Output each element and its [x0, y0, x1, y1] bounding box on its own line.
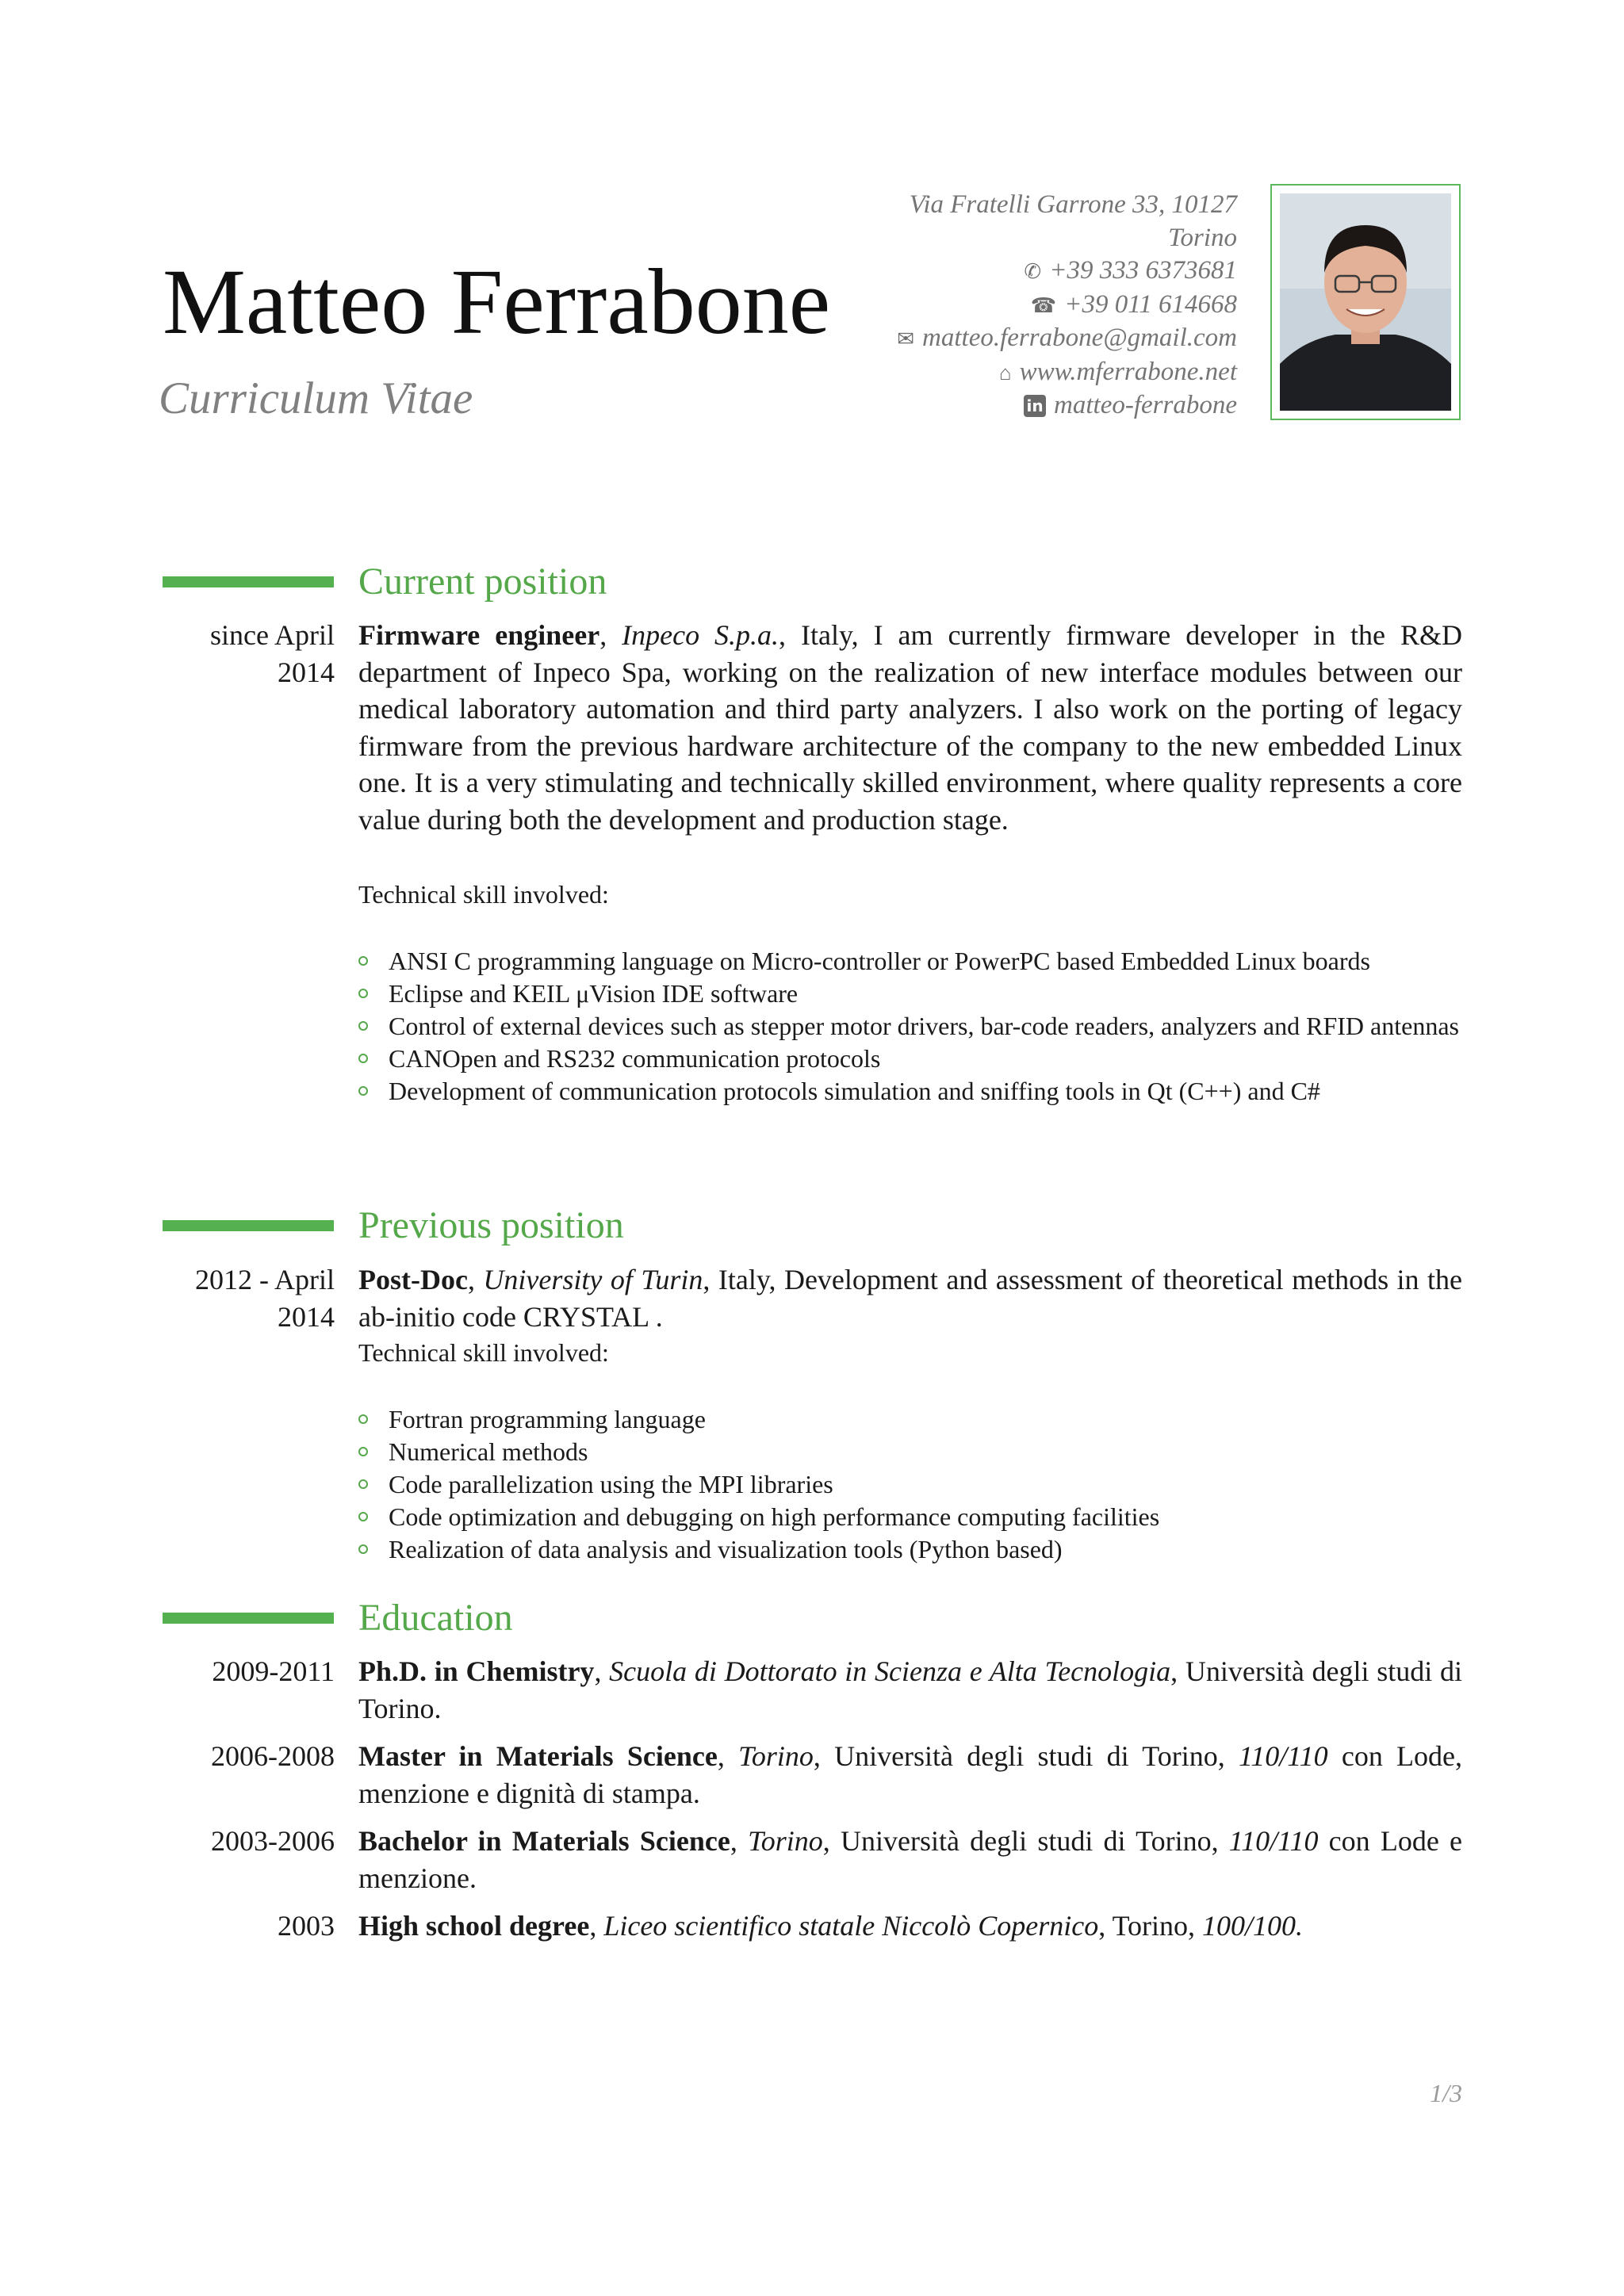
homepage-icon: ⌂: [999, 361, 1012, 385]
entry-date: 2003: [278, 1910, 335, 1942]
bullet-circle-icon: [358, 989, 368, 998]
entry-grade: 110/110: [1228, 1825, 1319, 1857]
list-item: [358, 1403, 1462, 1436]
list-item-text: Realization of data analysis and visualization tools (Python based): [389, 1535, 1063, 1563]
list-item: [358, 978, 1462, 1010]
entry-school: Liceo scientifico statale Niccolò Copernico: [603, 1910, 1099, 1942]
entry-description: Firmware engineer, Inpeco S.p.a., Italy, I am currently firmware developer in the R&D department of Inpeco Spa, working on the realization of new interface modules between our medical laboratory automation and third party analyzers. I also work on the porting of legacy firmware from the previous hardware architecture of the company to the new embedded Linux one. It is a very stimulating and technically skilled environment, where quality represents a core value during both the development and production stage.: [358, 619, 1462, 836]
linkedin-icon: in: [1024, 395, 1046, 417]
list-item-text: Code optimization and debugging on high performance computing facilities: [389, 1502, 1160, 1531]
entry-date-line-1: since April: [210, 619, 335, 651]
bullet-circle-icon: [358, 1544, 368, 1554]
bullet-circle-icon: [358, 1447, 368, 1456]
entry-school: Torino: [748, 1825, 823, 1857]
entry-date: [152, 1261, 335, 1335]
phone-number[interactable]: +39 011 614668: [1064, 289, 1237, 319]
entry-date: 2003-2006: [211, 1825, 335, 1857]
mobile-line: [897, 254, 1237, 289]
section-title: Current position: [358, 561, 607, 603]
list-item-text: Eclipse and KEIL μVision IDE software: [389, 979, 799, 1008]
list-item-text: CANOpen and RS232 communication protocols: [389, 1044, 881, 1073]
person-name: Matteo Ferrabone: [163, 250, 831, 354]
skills-label: Technical skill involved:: [358, 880, 609, 909]
entry-description: Post-Doc, University of Turin, Italy, Development and assessment of theoretical methods in the ab-initio code CRYSTAL .: [358, 1264, 1462, 1333]
entry-degree: Ph.D. in Chemistry: [358, 1655, 595, 1687]
list-item-text: Numerical methods: [389, 1437, 588, 1466]
entry-degree: Master in Materials Science: [358, 1740, 718, 1772]
list-item: [358, 1075, 1462, 1108]
entry-date-line-2: 2014: [278, 1300, 335, 1333]
bullet-circle-icon: [358, 1021, 368, 1031]
entry-date-line-1: 2012 - April: [195, 1264, 335, 1295]
address-line-1: Via Fratelli Garrone 33, 10127: [909, 190, 1237, 219]
list-item: [358, 1043, 1462, 1075]
entry-description: Bachelor in Materials Science, Torino, Università degli studi di Torino, 110/110 con Lode e menzione.: [358, 1825, 1463, 1894]
contact-block: [897, 189, 1237, 423]
list-item: [358, 945, 1462, 978]
bullet-circle-icon: [358, 1086, 368, 1096]
bullet-circle-icon: [358, 1054, 368, 1063]
entry-role: Firmware engineer: [358, 619, 600, 651]
entry-employer: University of Turin: [483, 1264, 703, 1295]
entry-degree: High school degree: [358, 1910, 590, 1942]
list-item: [358, 1501, 1462, 1533]
bullet-circle-icon: [358, 1414, 368, 1424]
email-link[interactable]: matteo.ferrabone@gmail.com: [922, 323, 1237, 352]
entry-description: Master in Materials Science, Torino, Università degli studi di Torino, 110/110 con Lode, menzione e dignità di stampa.: [358, 1740, 1463, 1809]
linkedin-link[interactable]: matteo-ferrabone: [1054, 391, 1237, 419]
email-icon: ✉: [897, 327, 915, 350]
entry-text: , Torino,: [1098, 1910, 1203, 1942]
entry-degree: Bachelor in Materials Science: [358, 1825, 730, 1857]
section-accent-bar: [163, 1613, 334, 1624]
website-link[interactable]: www.mferrabone.net: [1019, 357, 1237, 386]
document-subtitle: Curriculum Vitae: [159, 373, 473, 423]
list-item-text: Fortran programming language: [389, 1405, 706, 1433]
linkedin-line: [897, 389, 1237, 423]
section-accent-bar: [163, 576, 334, 587]
bullet-circle-icon: [358, 1479, 368, 1489]
entry-role: Post-Doc: [358, 1264, 468, 1295]
entry-text: , Università degli studi di Torino.: [358, 1655, 1462, 1724]
entry-tail: con Lode e menzione.: [358, 1825, 1463, 1894]
website-line: [897, 356, 1237, 390]
list-item-text: ANSI C programming language on Micro-controller or PowerPC based Embedded Linux boards: [389, 947, 1370, 975]
entry-grade: 110/110: [1238, 1740, 1328, 1772]
cv-header: [0, 0, 1624, 444]
entry-text: , Italy, I am currently firmware developer in the R&D department of Inpeco Spa, working on the realization of new interface modules between our medical laboratory automation and third party analyzers. I also work on the porting of legacy firmware from the previous hardware architecture of the company to the new embedded Linux one. It is a very stimulating and technically skilled environment, where quality represents a core value during both the development and production stage.: [358, 619, 1462, 836]
skills-list: [358, 945, 1462, 1108]
section-title: Education: [358, 1597, 513, 1639]
email-line: [897, 322, 1237, 356]
list-item: [358, 1468, 1462, 1501]
skills-list: [358, 1403, 1462, 1566]
bullet-circle-icon: [358, 1512, 368, 1521]
entry-school: Scuola di Dottorato in Scienza e Alta Tecnologia: [609, 1655, 1171, 1687]
entry-school: Torino: [738, 1740, 814, 1772]
mobile-icon: ✆: [1024, 260, 1042, 283]
entry-text: , Università degli studi di Torino,: [813, 1740, 1239, 1772]
section-accent-bar: [163, 1220, 334, 1231]
profile-photo-frame: [1270, 184, 1461, 420]
entry-tail: con Lode, menzione e dignità di stampa.: [358, 1740, 1463, 1809]
entry-text: , Università degli studi di Torino,: [822, 1825, 1229, 1857]
skills-label: Technical skill involved:: [358, 1338, 609, 1367]
entry-date: 2006-2008: [211, 1740, 335, 1772]
page-number: 1/3: [1430, 2079, 1462, 2107]
entry-date: 2009-2011: [212, 1655, 335, 1687]
list-item: [358, 1436, 1462, 1468]
entry-grade: 100/100.: [1202, 1910, 1304, 1942]
address-line-2: Torino: [1168, 223, 1237, 252]
bullet-circle-icon: [358, 956, 368, 966]
phone-icon: ☎: [1030, 293, 1057, 317]
entry-date-line-2: 2014: [278, 656, 335, 688]
entry-description: High school degree, Liceo scientifico statale Niccolò Copernico, Torino, 100/100.: [358, 1910, 1304, 1942]
list-item-text: Development of communication protocols simulation and sniffing tools in Qt (C++) and C#: [389, 1077, 1320, 1105]
phone-line: [897, 289, 1237, 323]
list-item-text: Code parallelization using the MPI libraries: [389, 1470, 833, 1498]
entry-text: , Italy, Development and assessment of theoretical methods in the ab-initio code CRYSTAL .: [358, 1264, 1462, 1333]
entry-date: [152, 617, 335, 691]
section-title: Previous position: [358, 1204, 624, 1246]
entry-description: Ph.D. in Chemistry, Scuola di Dottorato in Scienza e Alta Tecnologia, Università degli studi di Torino.: [358, 1655, 1462, 1724]
profile-photo: [1280, 193, 1451, 411]
list-item: [358, 1010, 1462, 1043]
mobile-number[interactable]: +39 333 6373681: [1049, 256, 1237, 285]
list-item: [358, 1533, 1462, 1566]
list-item-text: Control of external devices such as stepper motor drivers, bar-code readers, analyzers and RFID antennas: [389, 1012, 1459, 1040]
entry-employer: Inpeco S.p.a.: [622, 619, 779, 651]
